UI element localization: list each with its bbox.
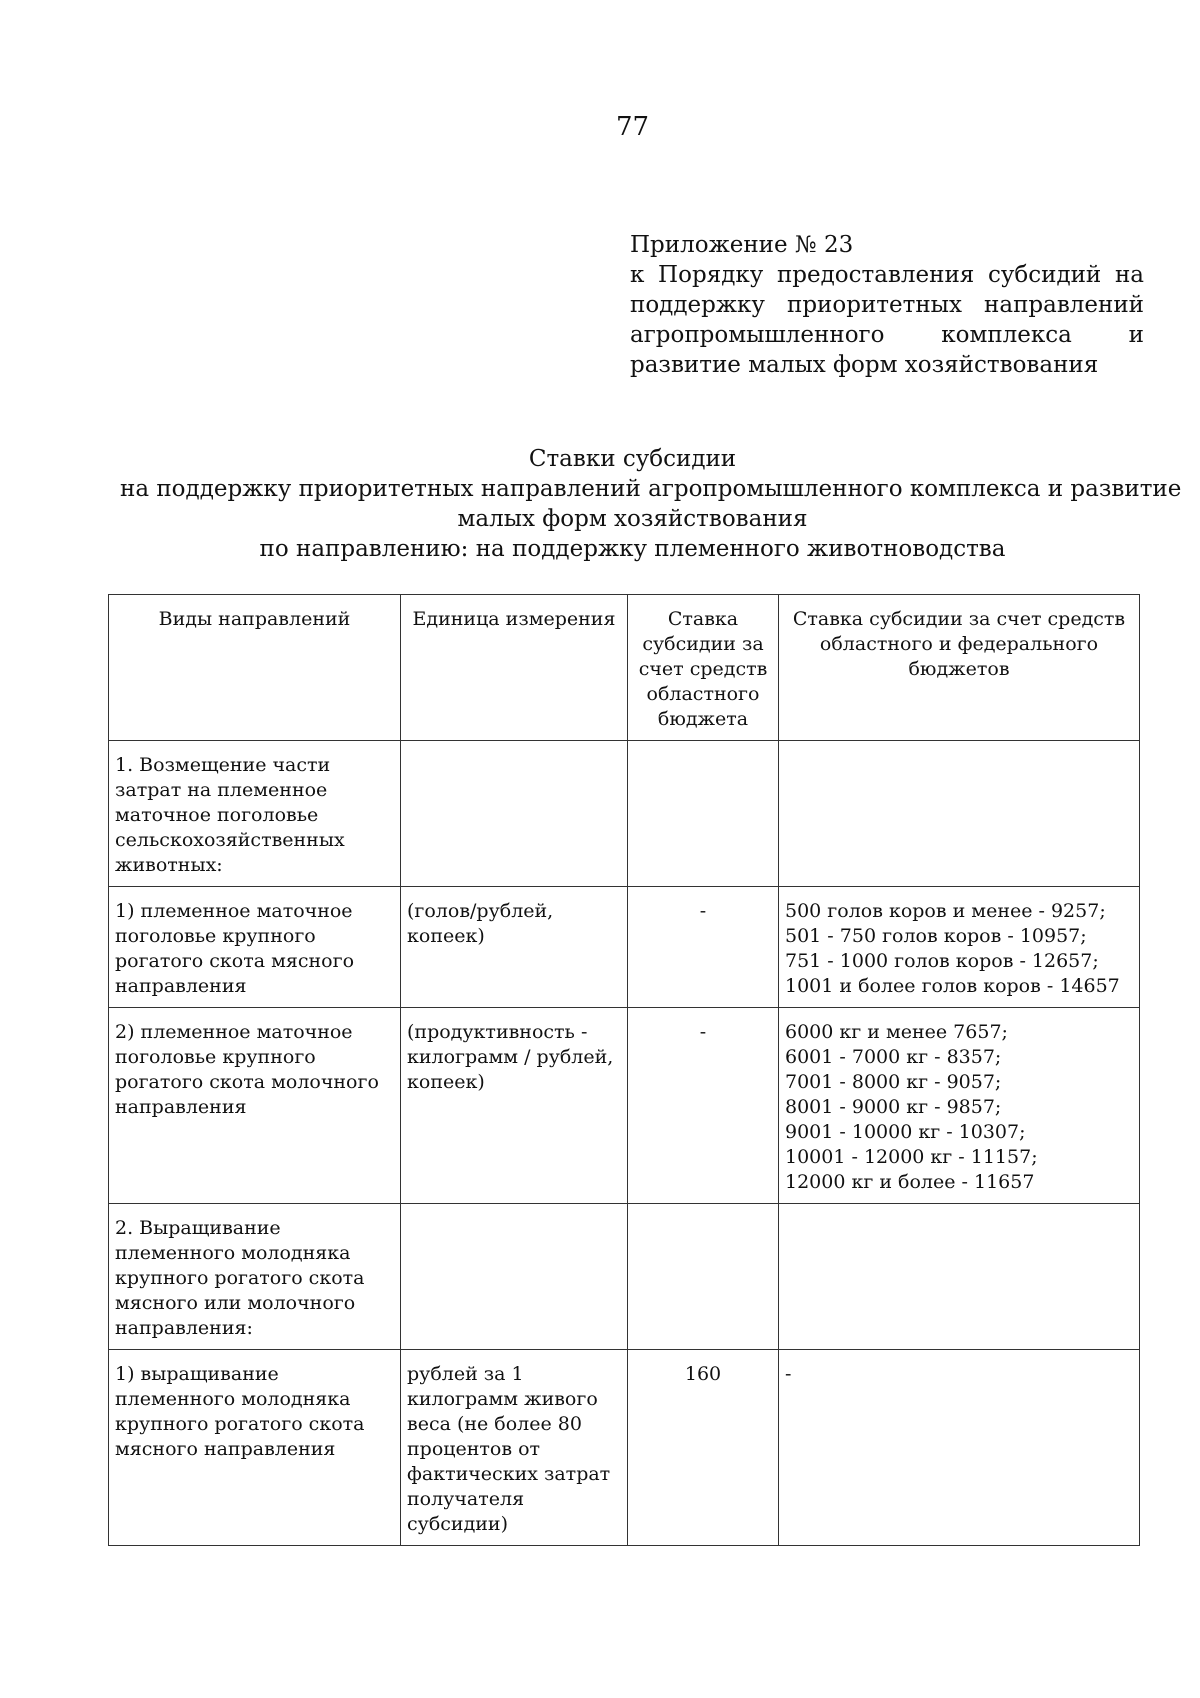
rate-combined-cell [779,1204,1140,1350]
header-rate-regional: Ставка субсидии за счет средств областного бюджета [628,595,779,741]
rate-regional-cell: 160 [628,1350,779,1546]
rate-regional-cell [628,741,779,887]
table-header-row [109,595,1140,741]
rate-line: 12000 кг и более - 11657 [785,1171,1035,1193]
appendix-block [630,230,1144,380]
heading-line-1: Ставки субсидии [528,446,737,472]
heading-line-2: на поддержку приоритетных направлений агропромышленного комплекса и развитие [120,476,1182,502]
subsidy-rates-table [108,594,1140,1546]
rate-regional-cell [628,1204,779,1350]
heading-line-3: малых форм хозяйствования [457,506,808,532]
table-row [109,1008,1140,1204]
rate-line: 501 - 750 голов коров - 10957; [785,925,1087,947]
table-row [109,1204,1140,1350]
rate-line: 500 голов коров и менее - 9257; [785,900,1106,922]
direction-cell: 1) племенное маточное поголовье крупного рогатого скота мясного направления [109,887,401,1008]
header-rate-combined: Ставка субсидии за счет средств областного и федерального бюджетов [779,595,1140,741]
table-row [109,887,1140,1008]
page-number: 77 [615,112,650,142]
unit-cell: рублей за 1 килограмм живого веса (не более 80 процентов от фактических затрат получателя субсидии) [401,1350,628,1546]
rate-line: 7001 - 8000 кг - 9057; [785,1071,1002,1093]
appendix-body: к Порядку предоставления субсидий на поддержку приоритетных направлений агропромышленного комплекса и развитие малых форм хозяйствования [630,262,1144,378]
direction-cell: 2) племенное маточное поголовье крупного рогатого скота молочного направления [109,1008,401,1204]
rate-line: 6001 - 7000 кг - 8357; [785,1046,1002,1068]
rate-regional-cell: - [628,887,779,1008]
rate-line: 10001 - 12000 кг - 11157; [785,1146,1038,1168]
rate-regional-cell: - [628,1008,779,1204]
rate-line: 8001 - 9000 кг - 9857; [785,1096,1002,1118]
appendix-title: Приложение № 23 [630,232,854,258]
direction-cell: 1) выращивание племенного молодняка крупного рогатого скота мясного направления [109,1350,401,1546]
rate-line: - [785,1363,792,1385]
header-directions: Виды направлений [109,595,401,741]
header-unit: Единица измерения [401,595,628,741]
rate-line: 9001 - 10000 кг - 10307; [785,1121,1026,1143]
unit-cell [401,1204,628,1350]
unit-cell: (продуктивность - килограмм / рублей, копеек) [401,1008,628,1204]
heading-line-4: по направлению: на поддержку племенного животноводства [259,536,1006,562]
table-row [109,741,1140,887]
rate-combined-cell [779,1350,1140,1546]
rate-line: 1001 и более голов коров - 14657 [785,975,1120,997]
rate-combined-cell [779,741,1140,887]
rate-combined-cell [779,887,1140,1008]
direction-cell: 2. Выращивание племенного молодняка крупного рогатого скота мясного или молочного направления: [109,1204,401,1350]
document-heading [120,444,1182,564]
table-row [109,1350,1140,1546]
unit-cell [401,741,628,887]
direction-cell: 1. Возмещение части затрат на племенное маточное поголовье сельскохозяйственных животных: [109,741,401,887]
rate-combined-cell [779,1008,1140,1204]
unit-cell: (голов/рублей, копеек) [401,887,628,1008]
rate-line: 6000 кг и менее 7657; [785,1021,1008,1043]
rate-line: 751 - 1000 голов коров - 12657; [785,950,1099,972]
